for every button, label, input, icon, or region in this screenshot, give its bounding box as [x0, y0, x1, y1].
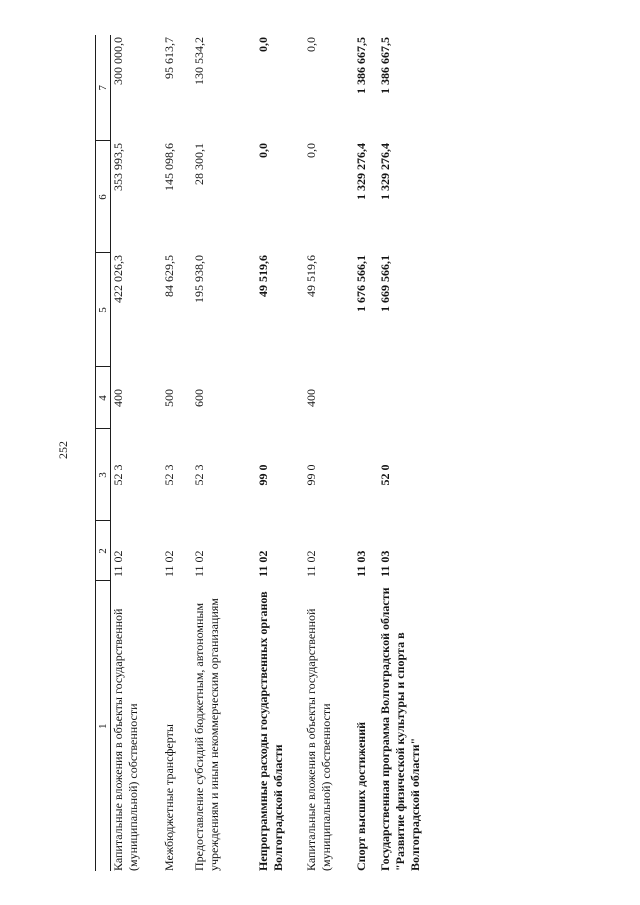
- row-target-code: 52 3: [192, 464, 206, 486]
- budget-table: [95, 35, 438, 871]
- row-expense-type: [378, 367, 438, 429]
- row-amount-3: 1 386 667,5: [354, 37, 368, 94]
- row-expense-type: [354, 367, 378, 429]
- row-target-code: 52 0: [378, 464, 392, 486]
- row-name: Спорт высших достижений: [354, 721, 368, 871]
- row-name: Предоставление субсидий бюджетным, автономным учреждениям и иным некоммерческим организациям: [192, 598, 221, 871]
- table-row: [111, 35, 163, 871]
- row-amount-3: 1 386 667,5: [378, 37, 392, 94]
- row-amount-1: 1 676 566,1: [354, 255, 368, 312]
- column-header-7: 7: [96, 35, 111, 141]
- row-section-code: 11 02: [192, 550, 206, 577]
- row-amount-1: 49 519,6: [256, 255, 270, 297]
- table-row: [354, 35, 378, 871]
- row-amount-2: 28 300,1: [192, 143, 206, 185]
- page-number: 252: [56, 441, 70, 459]
- row-amount-1: 1 669 566,1: [378, 255, 392, 312]
- column-header-1: 1: [96, 581, 111, 871]
- row-amount-1: 422 026,3: [111, 255, 125, 303]
- row-amount-2: 1 329 276,4: [354, 143, 368, 200]
- row-name: Непрограммные расходы государственных органов Волгоградской области: [256, 591, 285, 871]
- row-section-code: 11 03: [378, 550, 392, 577]
- row-amount-2: 1 329 276,4: [378, 143, 392, 200]
- row-amount-1: 49 519,6: [304, 255, 318, 297]
- row-amount-2: 0,0: [256, 143, 270, 158]
- row-amount-3: 0,0: [304, 37, 318, 52]
- column-header-4: 4: [96, 367, 111, 429]
- row-expense-type: 400: [111, 389, 125, 407]
- row-amount-3: 0,0: [256, 37, 270, 52]
- table-row: [162, 35, 192, 871]
- row-target-code: 99 0: [256, 464, 270, 486]
- row-target-code: 52 3: [111, 464, 125, 486]
- row-target-code: [354, 429, 378, 521]
- row-amount-1: 84 629,5: [162, 255, 176, 297]
- row-expense-type: [256, 367, 304, 429]
- row-amount-2: 145 098,6: [162, 143, 176, 191]
- row-section-code: 11 02: [162, 550, 176, 577]
- column-header-2: 2: [96, 521, 111, 581]
- budget-table-rotated-container: [95, 35, 605, 871]
- column-header-5: 5: [96, 253, 111, 367]
- table-row: [256, 35, 304, 871]
- row-section-code: 11 02: [111, 550, 125, 577]
- table-row: [304, 35, 354, 871]
- row-target-code: 99 0: [304, 464, 318, 486]
- row-amount-2: 0,0: [304, 143, 318, 158]
- column-header-6: 6: [96, 141, 111, 253]
- column-header-3: 3: [96, 429, 111, 521]
- row-expense-type: 500: [162, 389, 176, 407]
- row-name: Капитальные вложения в объекты государственной (муниципальной) собственности: [111, 608, 140, 871]
- row-expense-type: 400: [304, 389, 318, 407]
- table-row: [192, 35, 256, 871]
- table-row: [378, 35, 438, 871]
- row-name: Межбюджетные трансферты: [162, 724, 176, 871]
- row-amount-3: 95 613,7: [162, 37, 176, 79]
- row-section-code: 11 02: [304, 550, 318, 577]
- row-amount-1: 195 938,0: [192, 255, 206, 303]
- row-expense-type: 600: [192, 389, 206, 407]
- row-amount-3: 300 000,0: [111, 37, 125, 85]
- row-section-code: 11 02: [256, 550, 270, 577]
- row-target-code: 52 3: [162, 464, 176, 486]
- row-section-code: 11 03: [354, 550, 368, 577]
- row-amount-2: 353 993,5: [111, 143, 125, 191]
- table-header-row: [96, 35, 111, 871]
- row-amount-3: 130 534,2: [192, 37, 206, 85]
- row-name: Капитальные вложения в объекты государственной (муниципальной) собственности: [304, 608, 333, 871]
- row-name: Государственная программа Волгоградской области "Развитие физической культуры и спорта в Волгоградской области": [378, 587, 422, 871]
